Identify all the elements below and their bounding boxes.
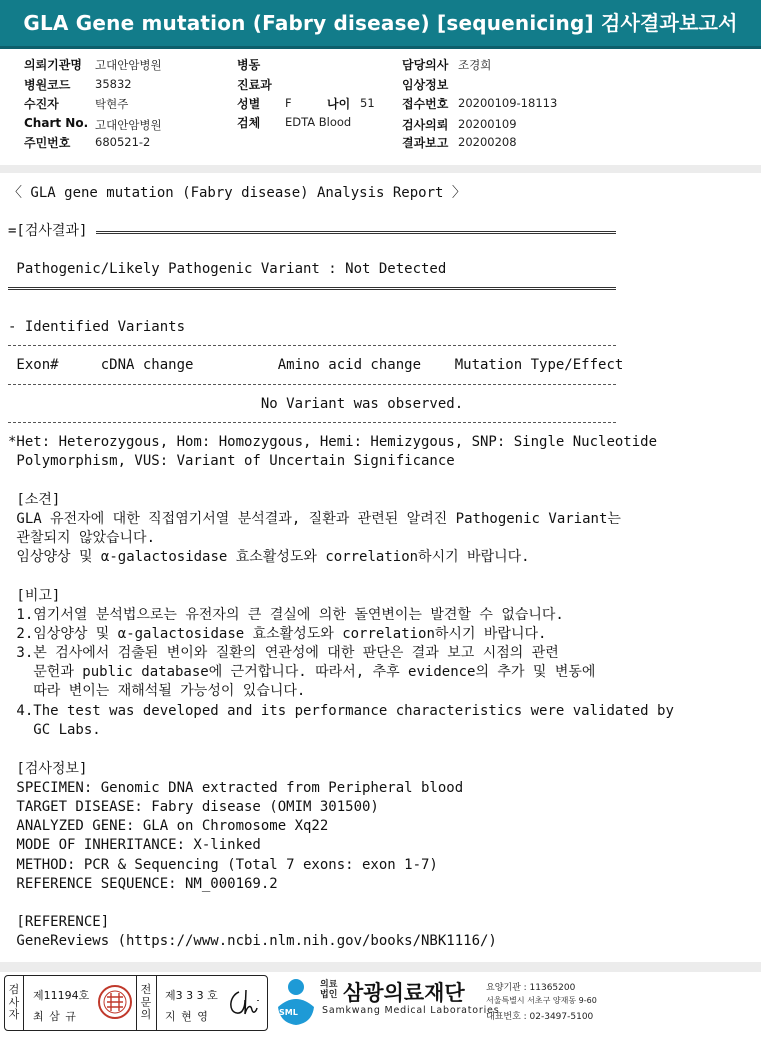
remarks-line-3: 3.본 검사에서 검출된 변이와 질환의 연관성에 대한 판단은 결과 보고 시점의 관련 <box>8 645 559 661</box>
specimen-value: EDTA Blood <box>285 115 352 129</box>
remarks-line-6: 4.The test was developed and its performance characteristics were validated by <box>8 703 674 719</box>
result-divider <box>8 287 616 290</box>
doctor-value: 조경희 <box>458 58 492 72</box>
test-info-reference-sequence: REFERENCE SEQUENCE: NM_000169.2 <box>8 876 278 892</box>
patient-info-panel <box>0 50 761 160</box>
variants-table-empty-row: No Variant was observed. <box>8 396 464 412</box>
examiner-seal-icon <box>97 984 133 1020</box>
report-title: GLA Gene mutation (Fabry disease) [sequenicing] 검사결과보고서 <box>0 0 761 49</box>
hospital-code-value: 35832 <box>95 77 132 91</box>
test-info-inheritance: MODE OF INHERITANCE: X-linked <box>8 837 261 853</box>
chart-label: Chart No. <box>24 116 89 130</box>
reference-link: GeneReviews (https://www.ncbi.nlm.nih.gov/books/NBK1116/) <box>8 933 497 949</box>
remarks-line-2: 2.임상양상 및 α-galactosidase 효소활성도와 correlation하시기 바랍니다. <box>8 626 547 642</box>
report-footer <box>0 974 761 1040</box>
id-value: 680521-2 <box>95 135 151 149</box>
clinical-label: 임상정보 <box>402 78 449 92</box>
chart-value: 고대안암병원 <box>95 118 162 132</box>
abbreviation-note-2: Polymorphism, VUS: Variant of Uncertain Significance <box>8 453 455 469</box>
age-label: 나이 <box>327 97 351 111</box>
signature-divider <box>23 976 24 1030</box>
specialist-label: 전문의 <box>140 983 152 1021</box>
patient-value: 탁현주 <box>95 97 129 111</box>
report-heading: 〈 GLA gene mutation (Fabry disease) Analysis Report 〉 <box>8 185 466 201</box>
variants-table-header-rule <box>8 384 616 385</box>
signature-divider <box>136 976 137 1030</box>
ward-label: 병동 <box>237 58 261 72</box>
org-name: 삼광의료재단 <box>343 981 465 1005</box>
examiner-label: 검사자 <box>8 983 20 1021</box>
identified-variants-heading: - Identified Variants <box>8 319 186 335</box>
examiner-license-no: 제11194호 <box>33 989 90 1002</box>
specialist-signature-icon <box>225 986 263 1020</box>
abbreviation-note-1: *Het: Heterozygous, Hom: Homozygous, Hemi: Hemizygous, SNP: Single Nucleotide <box>8 434 658 450</box>
variants-table-top-rule <box>8 345 616 346</box>
org-prefix: 의료법인 <box>320 980 338 1000</box>
opinion-heading: [소견] <box>8 492 61 508</box>
hospital-code-label: 병원코드 <box>24 78 71 92</box>
opinion-line-1: GLA 유전자에 대한 직접염기서열 분석결과, 질환과 관련된 알려진 Pathogenic Variant는 <box>8 511 621 527</box>
institution-value: 고대안암병원 <box>95 58 162 72</box>
sex-value: F <box>285 96 292 110</box>
test-info-target-disease: TARGET DISEASE: Fabry disease (OMIM 301500) <box>8 799 379 815</box>
sml-logo-text: SML <box>279 1008 298 1017</box>
report-date-value: 20200208 <box>458 135 517 149</box>
variants-table-bottom-rule <box>8 422 616 423</box>
remarks-line-4: 문헌과 public database에 근거합니다. 따라서, 추후 evidence의 추가 및 변동에 <box>8 664 596 680</box>
specialist-license-no: 제3 3 3 호 <box>165 989 218 1002</box>
accession-label: 접수번호 <box>402 97 449 111</box>
doctor-label: 담당의사 <box>402 58 449 72</box>
org-english-name: Samkwang Medical Laboratories <box>322 1005 500 1016</box>
remarks-heading: [비고] <box>8 588 61 604</box>
specialist-name: 지 현 영 <box>165 1010 209 1023</box>
test-info-method: METHOD: PCR & Sequencing (Total 7 exons: exon 1-7) <box>8 857 438 873</box>
section-result-header: =[검사결과] <box>8 223 88 239</box>
remarks-line-5: 따라 변이는 재해석될 가능성이 있습니다. <box>8 683 306 699</box>
org-phone: 대표번호 : 02-3497-5100 <box>486 1012 594 1022</box>
test-info-analyzed-gene: ANALYZED GENE: GLA on Chromosome Xq22 <box>8 818 329 834</box>
org-address: 서울특별시 서초구 양재동 9-60 <box>486 996 597 1005</box>
report-body <box>8 178 753 958</box>
specimen-label: 검체 <box>237 116 261 130</box>
report-date-label: 결과보고 <box>402 136 449 150</box>
result-header-rule <box>96 231 616 234</box>
examiner-name: 최 삼 규 <box>33 1010 77 1023</box>
dept-label: 진료과 <box>237 78 272 92</box>
id-label: 주민번호 <box>24 136 71 150</box>
sex-label: 성별 <box>237 97 261 111</box>
footer-divider <box>0 962 761 972</box>
header-divider <box>0 165 761 173</box>
test-info-heading: [검사정보] <box>8 761 88 777</box>
institution-label: 의뢰기관명 <box>24 58 82 72</box>
age-value: 51 <box>360 96 375 110</box>
remarks-line-7: GC Labs. <box>8 722 101 738</box>
patient-label: 수진자 <box>24 97 59 111</box>
signature-box <box>4 975 268 1031</box>
request-date-label: 검사의뢰 <box>402 118 449 132</box>
opinion-line-2: 관찰되지 않았습니다. <box>8 530 156 546</box>
request-date-value: 20200109 <box>458 117 517 131</box>
test-info-specimen: SPECIMEN: Genomic DNA extracted from Peripheral blood <box>8 780 464 796</box>
accession-value: 20200109-18113 <box>458 96 558 110</box>
variants-table-header: Exon# cDNA change Amino acid change Mutation Type/Effect <box>8 357 624 373</box>
org-institution-no: 요양기관 : 11365200 <box>486 983 576 993</box>
result-summary: Pathogenic/Likely Pathogenic Variant : Not Detected <box>8 261 447 277</box>
sml-logo-icon <box>272 977 320 1027</box>
opinion-line-3: 임상양상 및 α-galactosidase 효소활성도와 correlation하시기 바랍니다. <box>8 549 530 565</box>
reference-heading: [REFERENCE] <box>8 914 110 930</box>
remarks-line-1: 1.염기서열 분석법으로는 유전자의 큰 결실에 의한 돌연변이는 발견할 수 없습니다. <box>8 607 564 623</box>
signature-divider <box>156 976 157 1030</box>
